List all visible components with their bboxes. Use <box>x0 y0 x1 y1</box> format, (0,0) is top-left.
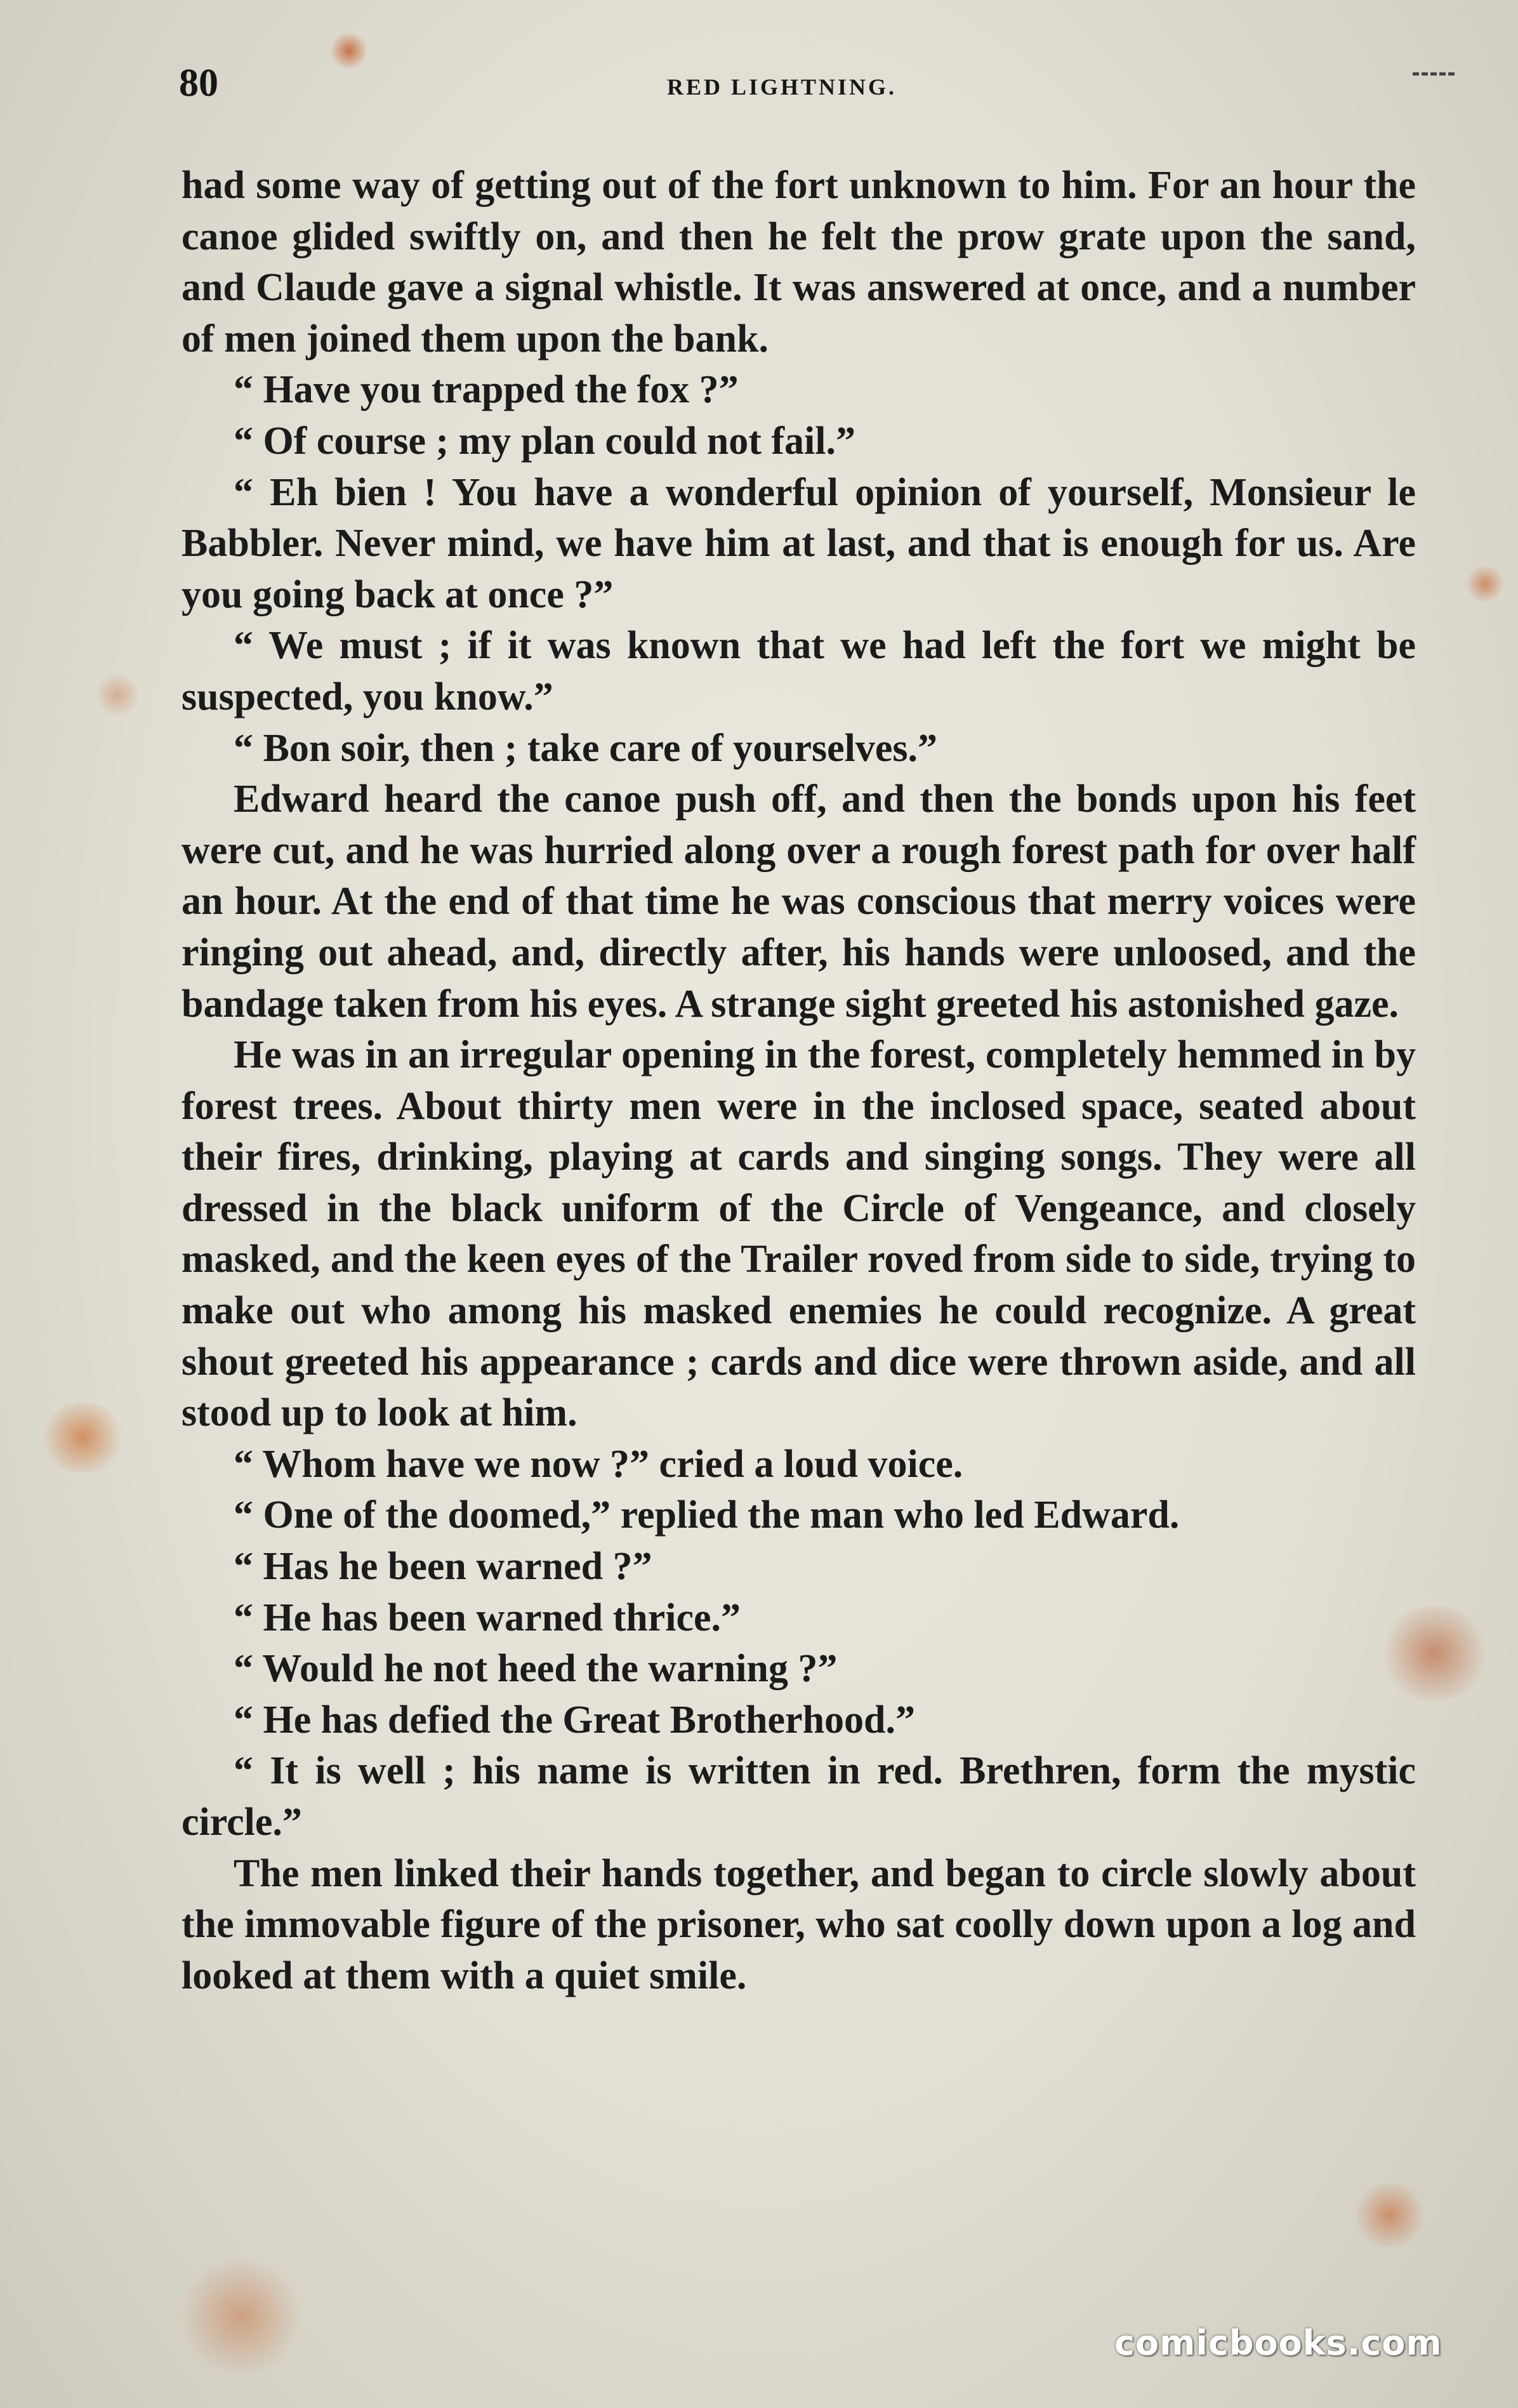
paragraph: “ Have you trapped the fox ?” <box>234 368 739 412</box>
paragraph: The men linked their hands together, and began to circle slowly about the immovable figure of the prisoner, who sat coolly down upon a log and looked at them with a quiet smile. <box>182 1851 1416 1997</box>
paragraph: He was in an irregular opening in the forest, completely hemmed in by forest trees. About thirty men were in the inclosed space, seated about their fires, drinking, playing at cards and singing songs. They were all dressed in the black uniform of the Circle of Vengeance, and closely masked, and the keen eyes of the Trailer roved from side to side, trying to make out who among his masked enemies he could recognize. A great shout greeted his appearance ; cards and dice were thrown aside, and all stood up to look at him. <box>182 1033 1416 1435</box>
page-header <box>147 61 1416 112</box>
foxing-stain <box>178 2259 305 2374</box>
paragraph: “ Eh bien ! You have a wonderful opinion of yourself, Monsieur le Babbler. Never mind, we have him at last, and that is enough for us. Are you going back at once ?” <box>182 470 1416 616</box>
foxing-stain <box>95 673 140 717</box>
paragraph: “ Has he been warned ?” <box>234 1545 652 1589</box>
paragraph: “ We must ; if it was known that we had left the fort we might be suspected, you know.” <box>182 624 1416 718</box>
paragraph: “ Would he not heed the warning ?” <box>234 1647 838 1691</box>
foxing-stain <box>1466 565 1504 603</box>
paragraph: “ Whom have we now ?” cried a loud voice. <box>234 1442 963 1486</box>
paragraph: had some way of getting out of the fort unknown to him. For an hour the canoe glided swiftly on, and then he felt the prow grate upon the sand, and Claude gave a signal whistle. It was answered at once, and a number of men joined them upon the bank. <box>182 164 1416 361</box>
paragraph: “ He has defied the Great Brotherhood.” <box>234 1698 916 1742</box>
paragraph: “ He has been warned thrice.” <box>234 1596 741 1639</box>
foxing-stain <box>1352 2183 1428 2247</box>
paragraph: “ It is well ; his name is written in red. Brethren, form the mystic circle.” <box>182 1749 1416 1844</box>
page-number: 80 <box>179 62 218 105</box>
running-head: RED LIGHTNING. <box>666 74 897 100</box>
paragraph: Edward heard the canoe push off, and then the bonds upon his feet were cut, and he was hurried along over a rough forest path for over half an hour. At the end of that time he was conscious that merry voices were ringing out ahead, and, directly after, his hands were unloosed, and the bandage taken from his eyes. A strange sight greeted his astonished gaze. <box>182 777 1416 1026</box>
body-text <box>182 160 1416 2001</box>
header-rule-mark <box>1413 72 1455 76</box>
paragraph: “ One of the doomed,” replied the man who led Edward. <box>234 1493 1180 1537</box>
watermark: comicbooks.com <box>1114 2323 1442 2363</box>
paragraph: “ Bon soir, then ; take care of yourselves.” <box>234 726 938 770</box>
foxing-stain <box>38 1403 127 1472</box>
paragraph: “ Of course ; my plan could not fail.” <box>234 419 855 463</box>
